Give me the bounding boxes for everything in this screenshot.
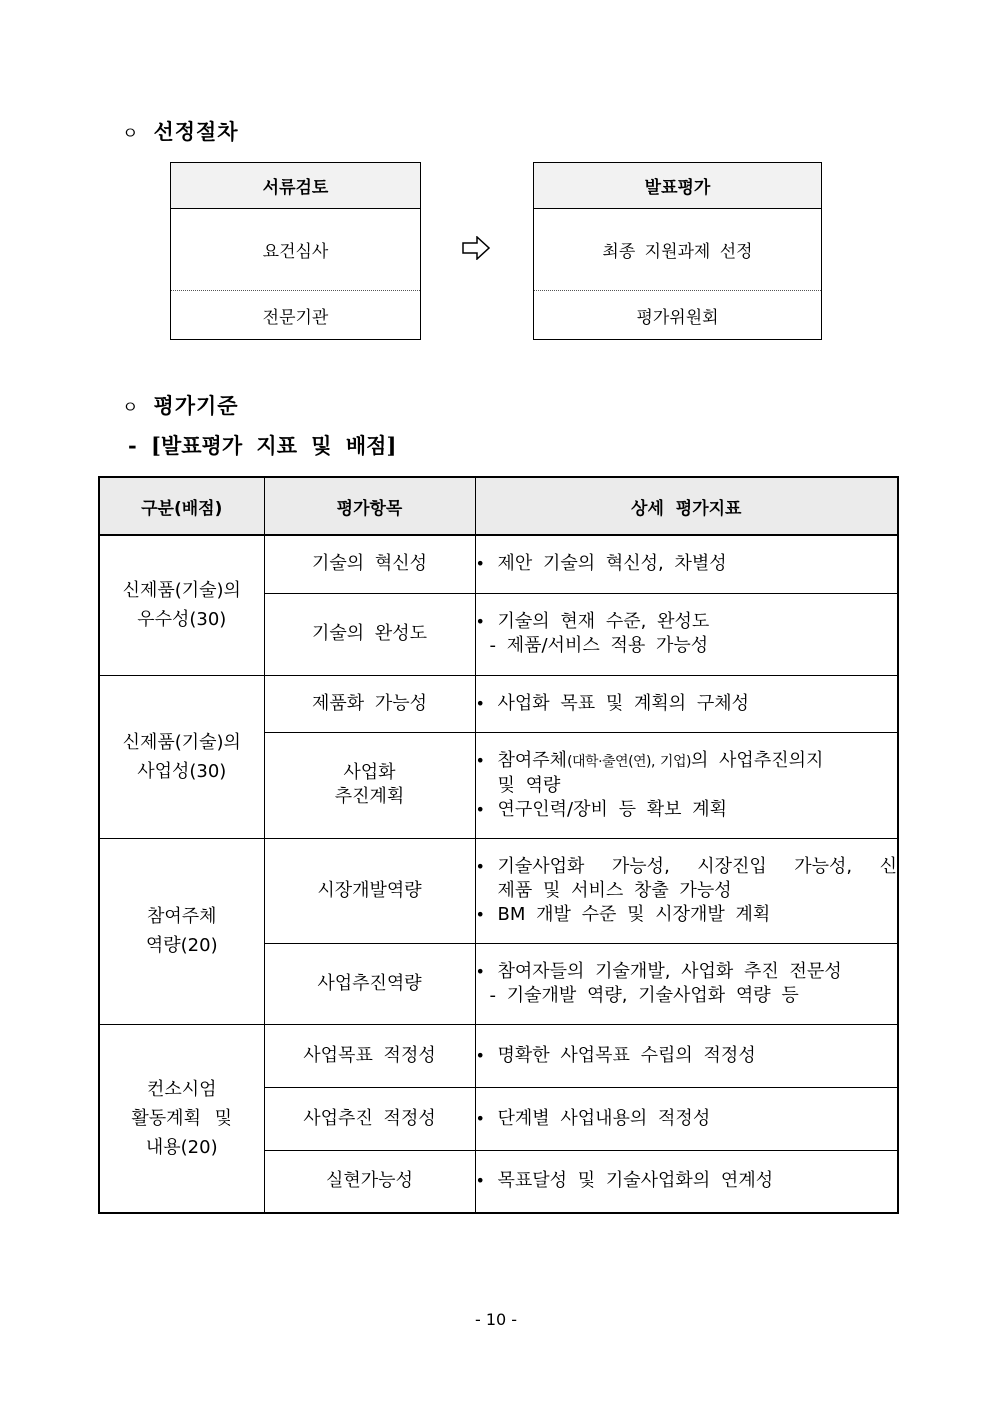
item-cell: 제품화 가능성 (264, 675, 475, 732)
bullet-icon: • (475, 1108, 485, 1128)
bullet-icon: • (475, 612, 485, 631)
detail-cell: • 참여주체(대학·출연(연), 기업)의 사업추진의지 및 역량 • 연구인력/장비 등 확보 계획 (475, 732, 898, 838)
procedure-box-bottom: 평가위원회 (636, 307, 719, 328)
item-cell: 기술의 완성도 (264, 593, 475, 675)
table-row (99, 1024, 898, 1087)
detail-cell: • 단계별 사업내용의 적정성 (475, 1087, 898, 1150)
section-heading-evaluation-criteria (122, 390, 239, 420)
item-cell: 사업추진역량 (264, 943, 475, 1024)
category-cell: 참여주체 역량(20) (99, 838, 264, 1024)
page-number: - 10 - (474, 1310, 518, 1329)
detail-cell: • 사업화 목표 및 계획의 구체성 (475, 675, 898, 732)
evaluation-table (98, 476, 899, 1214)
header-item: 평가항목 (264, 477, 475, 535)
category-cell: 신제품(기술)의 사업성(30) (99, 675, 264, 838)
detail-cell: • 목표달성 및 기술사업화의 연계성 (475, 1150, 898, 1213)
bullet-icon: • (475, 856, 485, 876)
bullet-icon: • (475, 1171, 485, 1191)
procedure-box-bottom: 전문기관 (262, 307, 329, 328)
bullet-icon: • (475, 799, 485, 819)
bullet-icon: • (475, 693, 485, 713)
detail-cell: • 기술의 현재 수준, 완성도 - 제품/서비스 적용 가능성 (475, 593, 898, 675)
right-arrow-icon (462, 236, 490, 260)
circle-bullet-icon: ㅇ (122, 398, 140, 418)
section-heading-selection-procedure (122, 116, 239, 146)
item-cell: 기술의 혁신성 (264, 535, 475, 593)
procedure-box-middle: 요건심사 (171, 209, 420, 291)
section-title: 선정절차 (153, 119, 239, 144)
header-category: 구분(배점) (99, 477, 264, 535)
table-header-row (99, 477, 898, 535)
category-cell: 컨소시엄 활동계획 및 내용(20) (99, 1024, 264, 1213)
bullet-icon: • (475, 961, 485, 981)
table-row (99, 675, 898, 732)
bullet-icon: • (475, 554, 485, 574)
table-row (99, 535, 898, 593)
category-cell: 신제품(기술)의 우수성(30) (99, 535, 264, 675)
table-row (99, 838, 898, 943)
item-cell: 사업화 추진계획 (264, 732, 475, 838)
detail-cell: • 명확한 사업목표 수립의 적정성 (475, 1024, 898, 1087)
procedure-box-middle: 최종 지원과제 선정 (534, 209, 821, 291)
item-cell: 실현가능성 (264, 1150, 475, 1213)
item-cell: 사업목표 적정성 (264, 1024, 475, 1087)
procedure-box-document-review (170, 162, 421, 340)
detail-cell: • 참여자들의 기술개발, 사업화 추진 전문성 - 기술개발 역량, 기술사업화 역량 등 (475, 943, 898, 1024)
bullet-icon: • (475, 750, 485, 770)
circle-bullet-icon: ㅇ (122, 124, 140, 144)
detail-cell: • 제안 기술의 혁신성, 차별성 (475, 535, 898, 593)
item-cell: 사업추진 적정성 (264, 1087, 475, 1150)
item-cell: 시장개발역량 (264, 838, 475, 943)
table-caption: - [발표평가 지표 및 배점] (128, 433, 397, 458)
procedure-box-presentation-evaluation (533, 162, 822, 340)
procedure-box-header: 서류검토 (171, 163, 420, 209)
procedure-box-header: 발표평가 (534, 163, 821, 209)
detail-cell: • 기술사업화 가능성, 시장진입 가능성, 신 제품 및 서비스 창출 가능성 • BM 개발 수준 및 시장개발 계획 (475, 838, 898, 943)
bullet-icon: • (475, 1045, 485, 1065)
header-detail: 상세 평가지표 (475, 477, 898, 535)
section-title: 평가기준 (153, 393, 239, 418)
bullet-icon: • (475, 904, 485, 924)
